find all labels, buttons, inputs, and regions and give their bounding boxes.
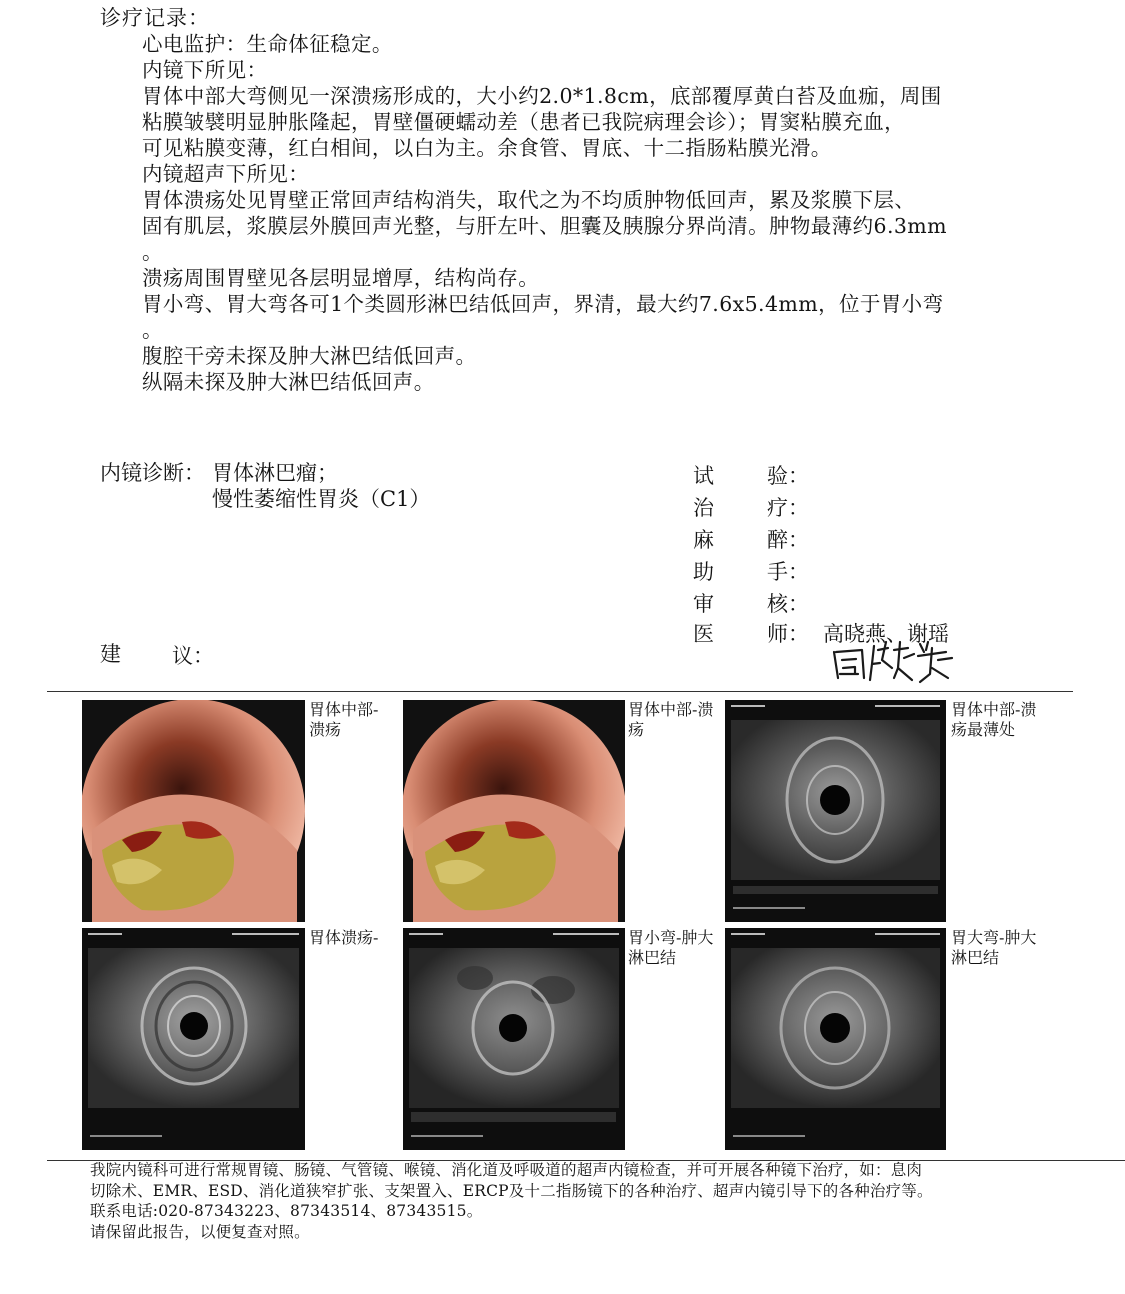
suggestion-label-second: 议：	[172, 644, 214, 668]
record-line: 胃体中部大弯侧见一深溃疡形成的，大小约2.0*1.8cm，底部覆厚黄白苔及血痂，周围	[142, 84, 942, 108]
meta-key-suffix: 手：	[767, 560, 809, 584]
meta-key: 助	[693, 560, 714, 584]
meta-key-suffix: 师：	[767, 622, 809, 646]
image-caption: 胃小弯-肿大 淋巴结	[628, 928, 714, 967]
image-caption: 胃体溃疡-	[309, 928, 379, 947]
record-line: 。	[142, 240, 163, 264]
meta-key-suffix: 疗：	[767, 496, 809, 520]
meta-key: 治	[693, 496, 714, 520]
ultrasound-image	[725, 700, 946, 922]
footer-phone: 联系电话:020-87343223、87343514、87343515。	[90, 1202, 483, 1220]
record-line: 内镜下所见：	[142, 58, 268, 82]
endoscopy-image	[82, 700, 305, 922]
record-body	[142, 32, 1022, 392]
record-line: 胃小弯、胃大弯各可1个类圆形淋巴结低回声，界清，最大约7.6x5.4mm，位于胃小弯	[142, 292, 944, 316]
footer-line: 切除术、EMR、ESD、消化道狭窄扩张、支架置入、ERCP及十二指肠镜下的各种治疗、超声内镜引导下的各种治疗等。	[90, 1181, 933, 1200]
ultrasound-image	[725, 928, 946, 1150]
suggestion-label-first: 建	[100, 642, 121, 666]
record-line: 固有肌层，浆膜层外膜回声光整，与肝左叶、胆囊及胰腺分界尚清。肿物最薄约6.3mm	[142, 214, 947, 238]
diagnosis-item: 胃体淋巴瘤；	[212, 461, 338, 485]
meta-key: 医	[693, 622, 714, 646]
record-line: 纵隔未探及肿大淋巴结低回声。	[142, 370, 435, 394]
image-caption: 胃体中部-溃 疡最薄处	[951, 700, 1037, 739]
image-caption: 胃体中部-溃 疡	[628, 700, 714, 739]
footer-notes	[90, 1160, 933, 1242]
meta-key: 麻	[693, 528, 714, 552]
record-line: 可见粘膜变薄，红白相间，以白为主。余食管、胃底、十二指肠粘膜光滑。	[142, 136, 832, 160]
footer-line: 请保留此报告，以便复查对照。	[90, 1222, 310, 1241]
record-line: 粘膜皱襞明显肿胀隆起，胃壁僵硬蠕动差（患者已我院病理会诊）；胃窦粘膜充血，	[142, 110, 906, 134]
record-line: 心电监护：生命体征稳定。	[142, 32, 393, 56]
divider-top	[47, 691, 1073, 692]
meta-key-suffix: 验：	[767, 464, 809, 488]
signature-image	[828, 638, 958, 686]
record-line: 内镜超声下所见：	[142, 162, 310, 186]
ultrasound-image	[82, 928, 305, 1150]
record-line: 。	[142, 318, 163, 342]
meta-key: 审	[693, 592, 714, 616]
meta-key-suffix: 核：	[767, 592, 809, 616]
footer-line: 我院内镜科可进行常规胃镜、肠镜、气管镜、喉镜、消化道及呼吸道的超声内镜检查，并可开展各种镜下治疗，如：息肉	[90, 1161, 923, 1179]
record-line: 腹腔干旁未探及肿大淋巴结低回声。	[142, 344, 477, 368]
record-line: 胃体溃疡处见胃壁正常回声结构消失，取代之为不均质肿物低回声，累及浆膜下层、	[142, 188, 916, 212]
meta-key: 试	[693, 464, 714, 488]
ultrasound-image	[403, 928, 625, 1150]
meta-key-suffix: 醉：	[767, 528, 809, 552]
diagnosis-item: 慢性萎缩性胃炎（C1）	[212, 487, 431, 511]
record-line: 溃疡周围胃壁见各层明显增厚，结构尚存。	[142, 266, 540, 290]
image-caption: 胃体中部- 溃疡	[309, 700, 379, 739]
image-caption: 胃大弯-肿大 淋巴结	[951, 928, 1037, 967]
physician-names: 高晓燕、谢瑶	[823, 622, 949, 646]
endoscopy-image	[403, 700, 625, 922]
diagnosis-label: 内镜诊断：	[100, 461, 205, 485]
record-heading: 诊疗记录：	[100, 6, 210, 30]
